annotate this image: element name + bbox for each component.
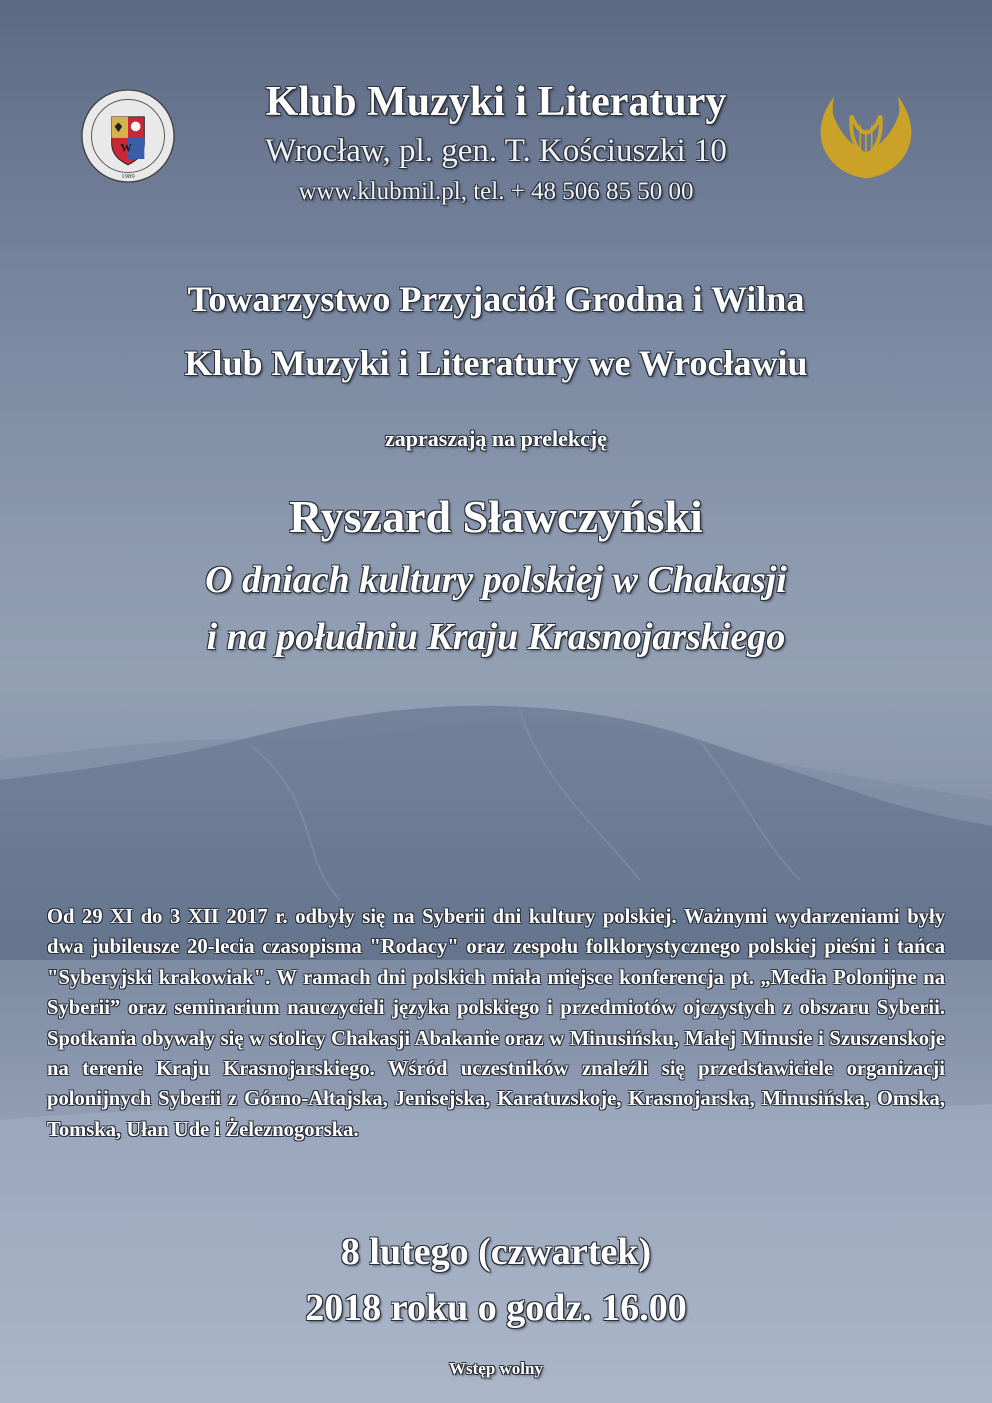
event-date: 8 lutego (czwartek) xyxy=(340,1231,652,1273)
club-address: Wrocław, pl. gen. T. Kościuszki 10 xyxy=(265,133,727,169)
entry-info: Wstęp wolny xyxy=(449,1359,543,1378)
lecture-title-line-2: i na południu Kraju Krasnojarskiego xyxy=(206,616,786,658)
speaker-name: Ryszard Sławczyński xyxy=(289,491,703,542)
organizer-line-2: Klub Muzyki i Literatury we Wrocławiu xyxy=(184,343,808,383)
lecture-title-line-1: O dniach kultury polskiej w Chakasji xyxy=(205,559,787,601)
club-name: Klub Muzyki i Literatury xyxy=(265,79,727,125)
invitation-text: zapraszają na prelekcję xyxy=(385,426,607,451)
club-website-phone: www.klubmil.pl, tel. + 48 506 85 50 00 xyxy=(298,178,694,205)
svg-text:W: W xyxy=(120,142,132,155)
event-description: Od 29 XI do 3 XII 2017 r. odbyły się na Syberii dni kultury polskiej. Ważnymi wydarzeniami były dwa jubileusze 20-lecia czasopisma "Rodacy" oraz zespołu folklorystycznego polskiej pieśni i tańca "Syberyjski krakowiak". W ramach dni polskich miała miejsce konferencja pt. „Media Polonijne na Syberii” oraz seminarium nauczycieli języka polskiego i przedmiotów ojczystych z obszaru Syberii. Spotkania obywały się w stolicy Chakasji Abakanie oraz w Minusińsku, Małej Minusie i Szuszenskoje na terenie Kraju Krasnojarskiego. Wśród uczestników znaleźli się przedstawiciele organizacji polonijnych Syberii z Górno-Ałtajska, Jenisejska, Karatuzskoje, Krasnojarska, Minusińska, Omska, Tomska, Ułan Ude i Żeleznogorska. xyxy=(47,906,945,1141)
society-seal-icon xyxy=(80,88,176,184)
organizer-line-1: Towarzystwo Przyjaciół Grodna i Wilna xyxy=(187,279,805,319)
event-time: 2018 roku o godz. 16.00 xyxy=(305,1287,687,1329)
seal-year: 1989 xyxy=(121,173,135,181)
golden-lyre-icon xyxy=(813,85,919,185)
